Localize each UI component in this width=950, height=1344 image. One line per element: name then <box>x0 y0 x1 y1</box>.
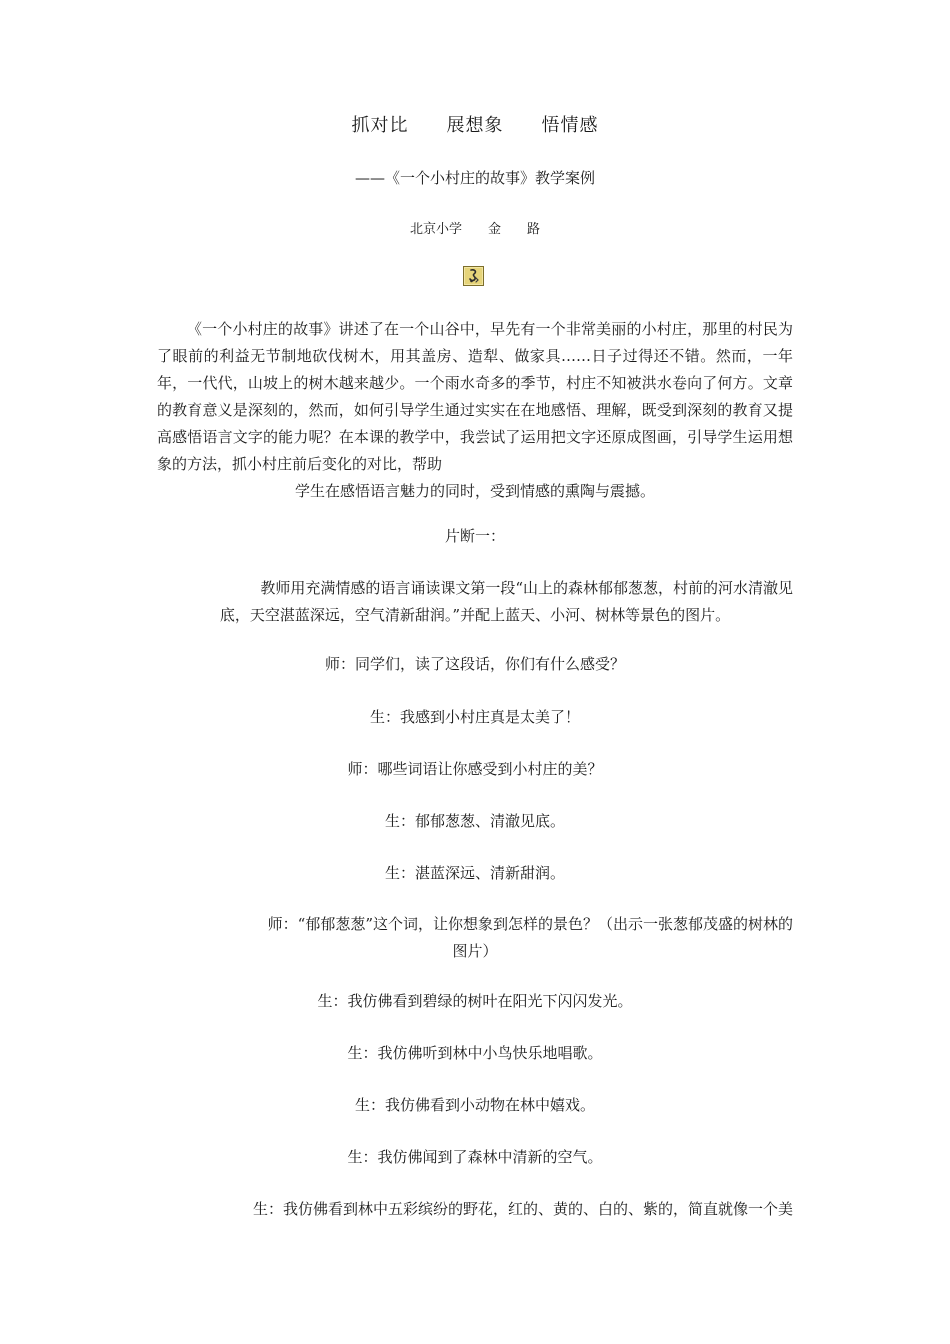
document-subtitle: ——《一个小村庄的故事》教学案例 <box>354 169 595 187</box>
dialogue-line: 师：哪些词语让你感受到小村庄的美？ <box>347 760 603 778</box>
intro-paragraph <box>157 316 793 505</box>
dialogue-line: 生：湛蓝深远、清新甜润。 <box>384 864 565 882</box>
teacher-reading-line-1: 教师用充满情感的语言诵读课文第一段“山上的森林郁郁葱葱，村前的河水清澈见 <box>260 579 793 597</box>
dialogue-line: 生：我仿佛看到林中五彩缤纷的野花，红的、黄的、白的、紫的，简直就像一个美 <box>252 1200 793 1218</box>
document-title: 抓对比 展想象 悟情感 <box>351 115 599 136</box>
intro-last-line: 学生在感悟语言魅力的同时，受到情感的熏陶与震撼。 <box>294 482 655 500</box>
dialogue-line-2: 图片） <box>452 942 498 960</box>
dialogue-line-1: 师：“郁郁葱葱”这个词，让你想象到怎样的景色？（出示一张葱郁茂盛的树林的 <box>267 915 793 933</box>
dialogue-paragraph <box>157 911 793 965</box>
teacher-reading-paragraph <box>157 575 793 629</box>
dialogue-line: 生：郁郁葱葱、清澈见底。 <box>384 812 565 830</box>
dialogue-line: 生：我感到小村庄真是太美了！ <box>369 708 580 726</box>
teacher-reading-line-2: 底，天空湛蓝深远，空气清新甜润。”并配上蓝天、小河、树林等景色的图片。 <box>219 606 731 624</box>
dialogue-line: 师：同学们，读了这段话，你们有什么感受？ <box>324 655 625 673</box>
dialogue-line: 生：我仿佛听到林中小鸟快乐地唱歌。 <box>347 1044 603 1062</box>
intro-body: 《一个小村庄的故事》讲述了在一个山谷中，早先有一个非常美丽的小村庄，那里的村民为了眼前的利益无节制地砍伐树木，用其盖房、造犁、做家具……日子过得还不错。然而，一年年，一代代，山坡上的树木越来越少。一个雨水奇多的季节，村庄不知被洪水卷向了何方。文章的教育意义是深刻的，然而，如何引导学生通过实实在在地感悟、理解，既受到深刻的教育又提高感悟语言文字的能力呢？在本课的教学中，我尝试了运用把文字还原成图画，引导学生运用想象的方法，抓小村庄前后变化的对比，帮助 <box>157 320 793 473</box>
document-object-icon[interactable] <box>463 266 484 286</box>
dialogue-line: 生：我仿佛看到碧绿的树叶在阳光下闪闪发光。 <box>317 992 633 1010</box>
dialogue-line: 生：我仿佛闻到了森林中清新的空气。 <box>347 1148 603 1166</box>
dialogue-line: 生：我仿佛看到小动物在林中嬉戏。 <box>354 1096 595 1114</box>
author-line: 北京小学 金 路 <box>409 222 540 237</box>
section-heading: 片断一： <box>444 527 505 545</box>
